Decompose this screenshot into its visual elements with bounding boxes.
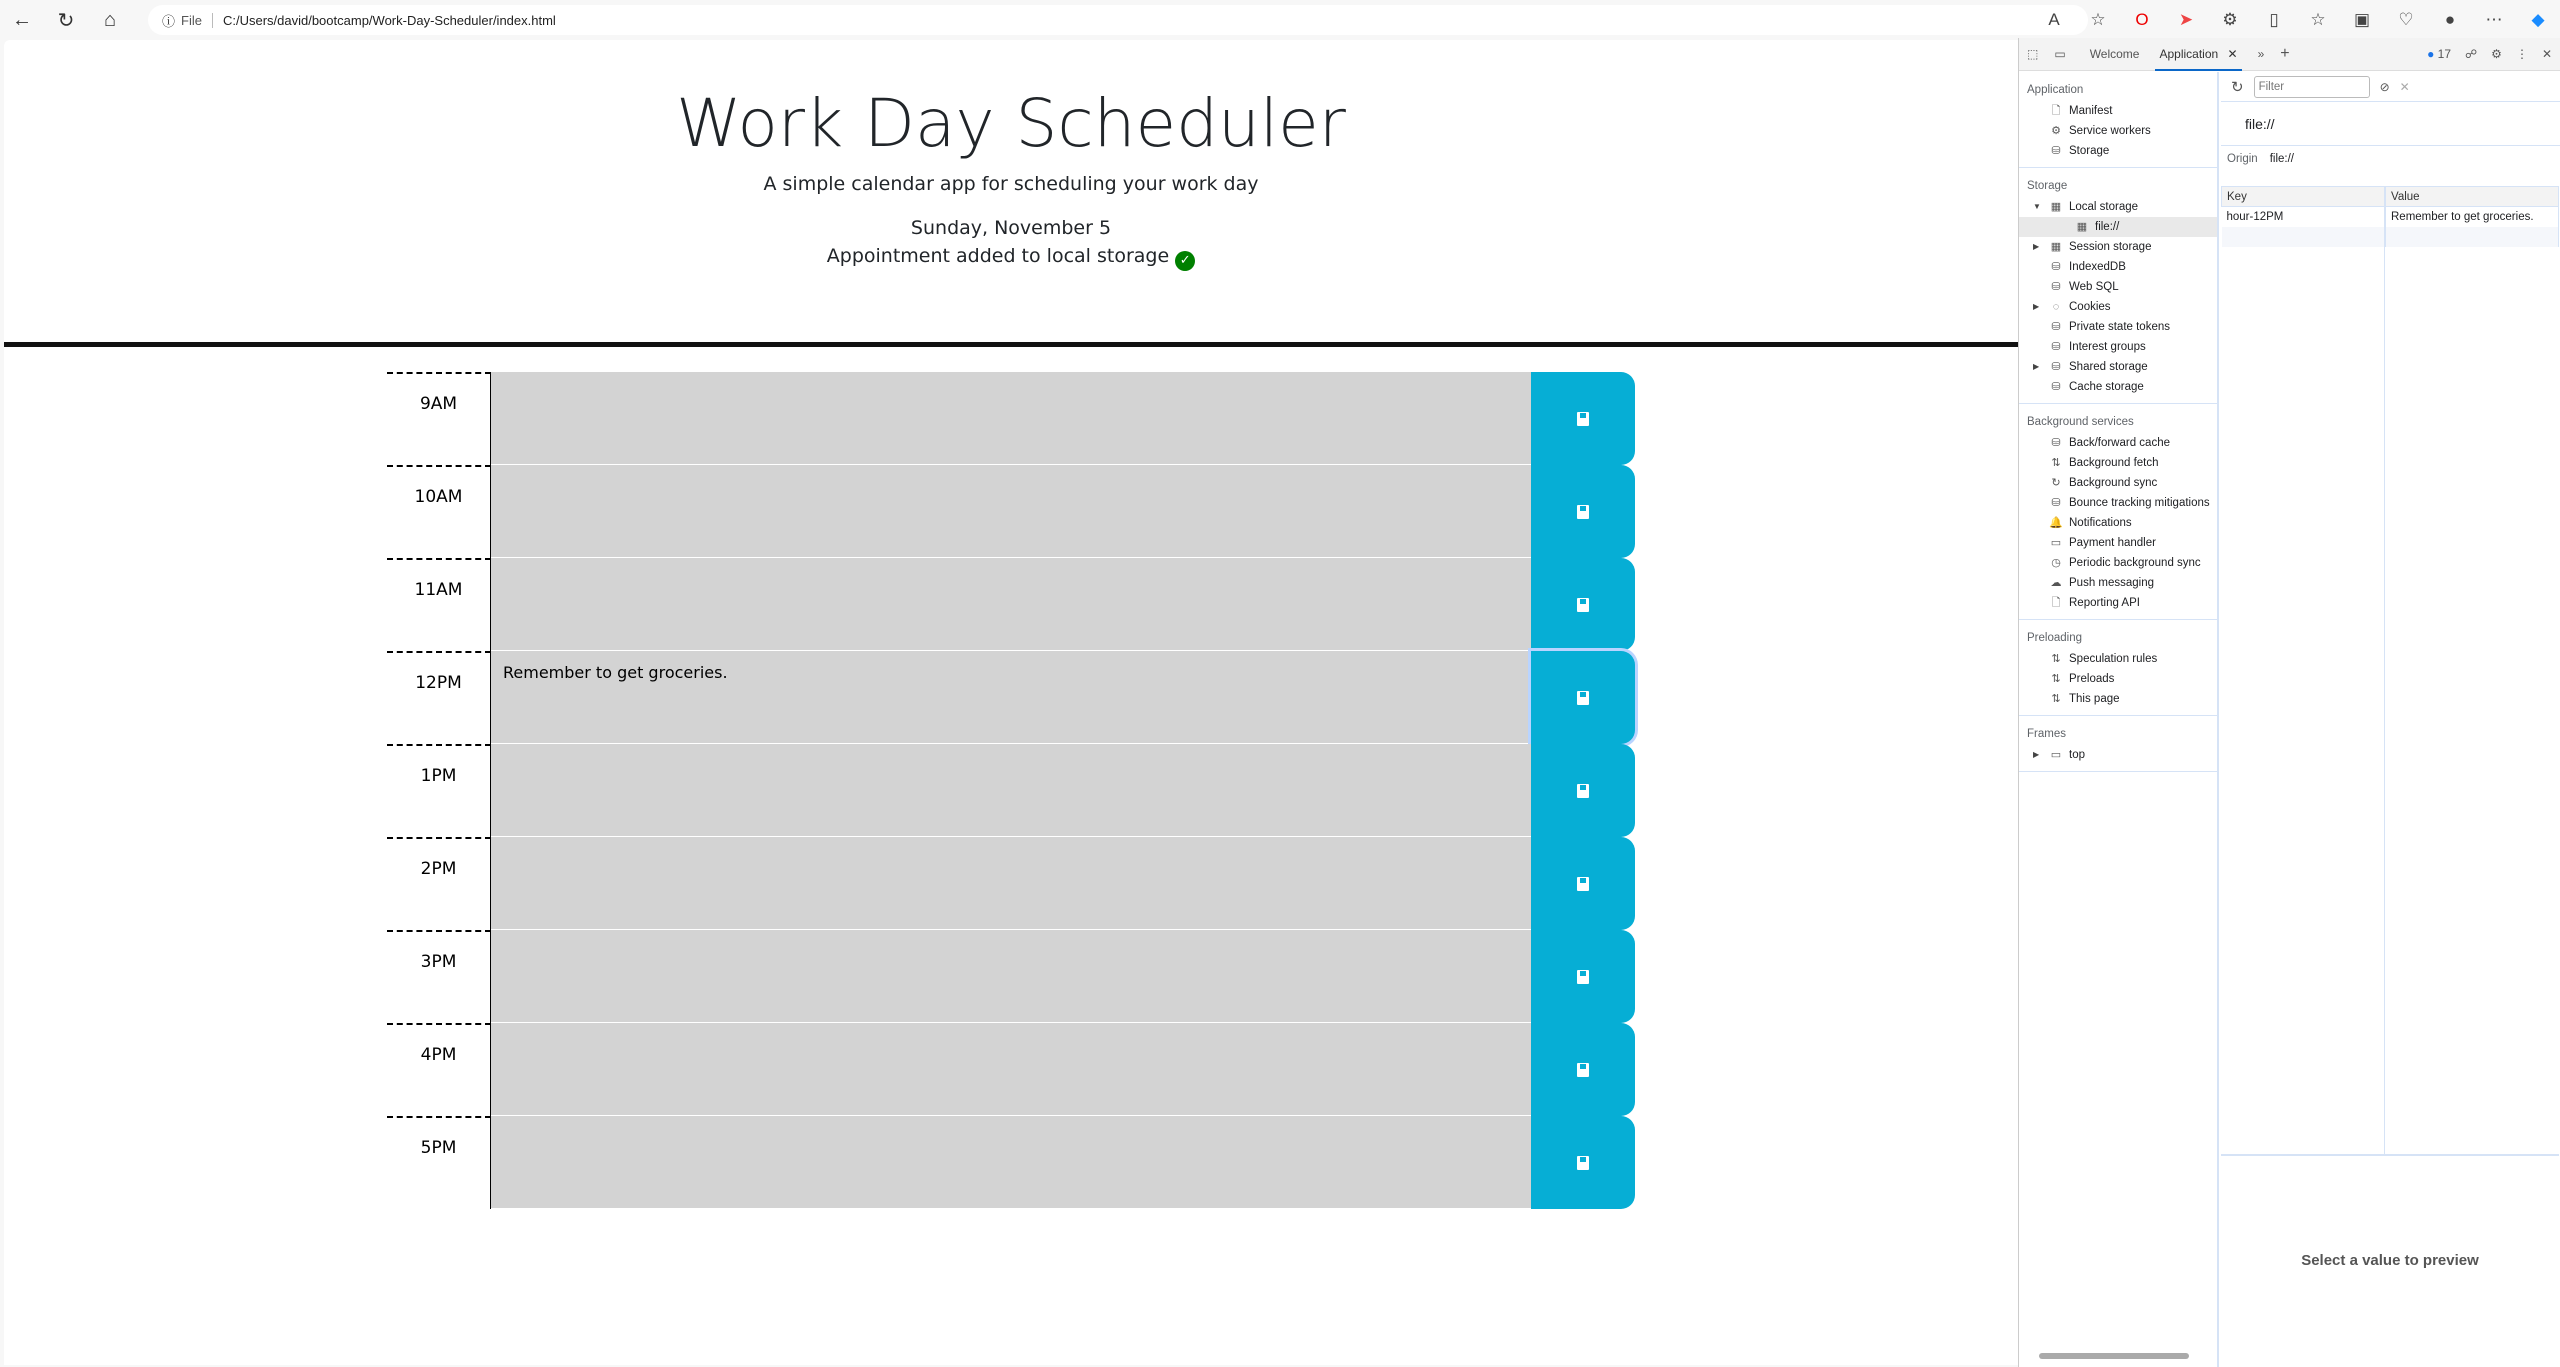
item-icon: ▦ (2076, 221, 2088, 233)
sidebar-item-label: Service workers (2069, 125, 2151, 137)
issues-badge[interactable] (2427, 47, 2451, 61)
time-blocks (387, 372, 1635, 1209)
sidebar-section-background (2019, 404, 2217, 620)
item-icon: ⇅ (2051, 653, 2061, 665)
horizontal-scrollbar[interactable] (2039, 1353, 2189, 1359)
hour-label: 1PM (387, 744, 491, 837)
close-devtools-icon[interactable]: ✕ (2541, 47, 2552, 61)
save-floppy-icon (1577, 505, 1589, 519)
database-icon: ⛁ (2051, 281, 2061, 293)
sidebar-item-label: Private state tokens (2069, 321, 2170, 333)
hour-label: 12PM (387, 651, 491, 744)
origin-label: Origin (2227, 153, 2258, 165)
devtools-panel (2018, 38, 2560, 1367)
sidebar-item-label: Shared storage (2069, 361, 2148, 373)
sidebar-item-preloads[interactable] (2019, 669, 2217, 689)
favorite-star-icon[interactable]: ☆ (2090, 10, 2106, 29)
hour-label: 4PM (387, 1023, 491, 1116)
event-description-input[interactable] (491, 837, 1531, 930)
tab-welcome[interactable]: Welcome (2089, 47, 2140, 61)
value-column-header[interactable]: Value (2386, 187, 2559, 207)
section-heading: Frames (2027, 728, 2066, 740)
sidebar-item-label: Interest groups (2069, 341, 2146, 353)
info-icon[interactable]: ⓘ (162, 13, 176, 29)
extension-icon[interactable]: ➤ (2178, 10, 2194, 29)
time-block-row (387, 465, 1635, 558)
more-menu-icon[interactable]: ⋯ (2485, 10, 2503, 29)
database-icon: ⛁ (2051, 381, 2061, 393)
favorites-icon[interactable]: ☆ (2310, 10, 2326, 29)
clear-all-icon[interactable]: ⊘ (2379, 79, 2390, 94)
section-heading: Background services (2027, 416, 2134, 428)
storage-table (2221, 186, 2559, 1156)
tab-application[interactable] (2155, 38, 2241, 71)
sidebar-item-manifest[interactable] (2019, 101, 2217, 121)
hour-label: 3PM (387, 930, 491, 1023)
hour-label: 5PM (387, 1116, 491, 1209)
sidebar-item-indexeddb[interactable] (2019, 257, 2217, 277)
item-icon: 🗋 (2051, 105, 2061, 117)
database-icon: ⛁ (2051, 437, 2061, 449)
sidebar-item-label: Preloads (2069, 673, 2115, 685)
save-floppy-icon (1577, 1156, 1589, 1170)
expand-arrow-icon[interactable]: ▶ (2033, 750, 2040, 759)
save-button[interactable] (1531, 837, 1635, 930)
devtools-tabbar (2019, 38, 2560, 71)
item-icon: 🗋 (2051, 597, 2061, 609)
sidebar-item-local-storage[interactable] (2019, 197, 2217, 217)
item-icon: ▭ (2050, 537, 2062, 549)
sidebar-item-label: This page (2069, 693, 2120, 705)
inspect-icon[interactable]: ⬚ (2027, 47, 2039, 61)
database-icon: ⛁ (2051, 497, 2061, 509)
database-icon: ⛁ (2051, 261, 2061, 273)
storage-view (2221, 72, 2560, 1367)
save-floppy-icon (1577, 412, 1589, 426)
event-description-input[interactable] (491, 930, 1531, 1023)
opera-extension-icon[interactable]: O (2135, 10, 2149, 29)
time-block-row (387, 372, 1635, 465)
section-heading: Preloading (2027, 632, 2082, 644)
sidebar-item-label: Speculation rules (2069, 653, 2158, 665)
browser-toolbar (0, 0, 2560, 40)
sidebar-item-cache-storage[interactable] (2019, 377, 2217, 397)
page-subtitle: A simple calendar app for scheduling your work day (763, 172, 1259, 195)
storage-toolbar (2221, 72, 2560, 102)
item-icon: ◌ (2052, 301, 2060, 313)
sidebar-item-label: Cookies (2069, 301, 2111, 313)
database-icon: ⛁ (2051, 321, 2061, 333)
item-icon: ⇅ (2051, 693, 2061, 705)
sidebar-item-label: Web SQL (2069, 281, 2119, 293)
item-icon: ▭ (2050, 749, 2062, 761)
item-icon: 🔔 (2049, 517, 2063, 529)
save-floppy-icon (1577, 784, 1589, 798)
event-description-input[interactable] (491, 1116, 1531, 1209)
page-header (4, 85, 2018, 271)
scheduler-page (4, 40, 2018, 1365)
reload-icon[interactable]: ↻ (57, 9, 75, 32)
save-button[interactable] (1531, 558, 1635, 651)
page-title: Work Day Scheduler (676, 85, 1346, 162)
save-button[interactable] (1531, 651, 1635, 744)
sidebar-item-label: Reporting API (2069, 597, 2140, 609)
item-icon: ⛁ (2051, 145, 2061, 157)
storage-key[interactable]: hour-12PM (2222, 207, 2386, 227)
delete-selected-icon[interactable]: ✕ (2399, 79, 2410, 94)
expand-arrow-icon[interactable]: ▶ (2033, 242, 2040, 251)
copilot-icon[interactable]: ◆ (2531, 10, 2545, 29)
sidebar-item-label: Storage (2069, 145, 2110, 157)
sidebar-item-notifications[interactable] (2019, 513, 2217, 533)
sidebar-item-label: file:// (2095, 221, 2120, 233)
save-button[interactable] (1531, 1116, 1635, 1209)
save-floppy-icon (1577, 970, 1589, 984)
event-description-input[interactable] (491, 1023, 1531, 1116)
sidebar-item-storage[interactable] (2019, 141, 2217, 161)
database-icon: ⛁ (2051, 361, 2061, 373)
key-column-header[interactable]: Key (2222, 187, 2386, 207)
hour-label: 2PM (387, 837, 491, 930)
sidebar-item-cookies[interactable] (2019, 297, 2217, 317)
split-screen-icon[interactable]: ▯ (2269, 10, 2279, 29)
more-options-icon[interactable]: ⋮ (2515, 47, 2528, 61)
sidebar-item-bounce-tracking-mitigations[interactable] (2019, 493, 2217, 513)
event-description-input[interactable] (491, 465, 1531, 558)
issues-icon: ● (2427, 47, 2435, 61)
save-button[interactable] (1531, 465, 1635, 558)
item-icon: ▦ (2050, 241, 2062, 253)
sidebar-item-periodic-background-sync[interactable] (2019, 553, 2217, 573)
sidebar-item-label: Local storage (2069, 201, 2139, 213)
save-floppy-icon (1577, 1063, 1589, 1077)
sidebar-item-label: Manifest (2069, 105, 2113, 117)
expand-arrow-icon[interactable]: ▶ (2033, 302, 2040, 311)
home-icon[interactable]: ⌂ (103, 8, 117, 31)
sidebar-item-web-sql[interactable] (2019, 277, 2217, 297)
sidebar-item-payment-handler[interactable] (2019, 533, 2217, 553)
sidebar-item-label: Notifications (2069, 517, 2132, 529)
item-icon: ↻ (2051, 477, 2061, 489)
table-row[interactable] (2222, 207, 2559, 227)
event-description-input[interactable] (491, 651, 1531, 744)
add-tab-icon[interactable]: + (2280, 45, 2290, 62)
sidebar-item-top[interactable] (2019, 745, 2217, 765)
event-description-input[interactable] (491, 558, 1531, 651)
back-icon[interactable]: ← (12, 8, 32, 31)
feedback-icon[interactable]: ☍ (2465, 47, 2478, 61)
time-block-row (387, 558, 1635, 651)
check-circle-icon: ✓ (1175, 251, 1195, 271)
sidebar-item-speculation-rules[interactable] (2019, 649, 2217, 669)
time-block-row (387, 744, 1635, 837)
origin-row (2221, 146, 2560, 184)
save-button[interactable] (1531, 1023, 1635, 1116)
url-text[interactable]: C:/Users/david/bootcamp/Work-Day-Scheduler/index.html (222, 12, 556, 28)
item-icon: ⇅ (2051, 457, 2061, 469)
hour-label: 9AM (387, 372, 491, 465)
refresh-icon[interactable]: ↻ (2231, 78, 2244, 96)
time-block-row (387, 1023, 1635, 1116)
item-icon: ☁ (2050, 577, 2062, 589)
save-floppy-icon (1577, 691, 1589, 705)
close-tab-icon[interactable]: ✕ (2227, 46, 2238, 61)
profile-avatar[interactable]: ● (2444, 10, 2456, 29)
status-message (4, 245, 2018, 271)
sidebar-item-label: Background sync (2069, 477, 2158, 489)
time-block-row (387, 837, 1635, 930)
sidebar-item-label: Payment handler (2069, 537, 2156, 549)
event-description-input[interactable] (491, 744, 1531, 837)
database-icon: ⛁ (2051, 341, 2061, 353)
sidebar-item-background-sync[interactable] (2019, 473, 2217, 493)
browser-essentials-icon[interactable]: ♡ (2398, 10, 2414, 29)
time-block-row (387, 651, 1635, 744)
sidebar-item-interest-groups[interactable] (2019, 337, 2217, 357)
item-icon: ⇅ (2051, 673, 2061, 685)
sidebar-item-private-state-tokens[interactable] (2019, 317, 2217, 337)
sidebar-item-push-messaging[interactable] (2019, 573, 2217, 593)
sidebar-item-back-forward-cache[interactable] (2019, 433, 2217, 453)
origin-value: file:// (2269, 153, 2294, 165)
section-heading: Storage (2027, 180, 2068, 192)
sidebar-item-label: Periodic background sync (2069, 557, 2201, 569)
more-tabs-icon[interactable]: » (2257, 47, 2265, 61)
expand-arrow-icon[interactable]: ▶ (2033, 362, 2040, 371)
issues-count: 17 (2437, 47, 2452, 61)
address-bar[interactable] (148, 5, 2088, 35)
sidebar-item-reporting-api[interactable] (2019, 593, 2217, 613)
header-divider (4, 342, 2018, 347)
hour-label: 11AM (387, 558, 491, 651)
save-floppy-icon (1577, 598, 1589, 612)
sidebar-item-label: Session storage (2069, 241, 2152, 253)
sidebar-item-this-page[interactable] (2019, 689, 2217, 709)
sidebar-item-label: Background fetch (2069, 457, 2159, 469)
read-aloud-icon[interactable]: A (2048, 10, 2060, 29)
time-block-row (387, 1116, 1635, 1209)
section-heading: Application (2027, 84, 2084, 96)
time-block-row (387, 930, 1635, 1023)
collections-icon[interactable]: ▣ (2353, 10, 2371, 29)
sidebar-item-service-workers[interactable] (2019, 121, 2217, 141)
sidebar-item-session-storage[interactable] (2019, 237, 2217, 257)
hour-label: 10AM (387, 465, 491, 558)
sidebar-section-preloading (2019, 620, 2217, 716)
sidebar-item-label: Bounce tracking mitigations (2069, 497, 2210, 509)
item-icon: ◷ (2051, 557, 2061, 569)
sidebar-section-frames (2019, 716, 2217, 772)
sidebar-item-background-fetch[interactable] (2019, 453, 2217, 473)
save-button[interactable] (1531, 372, 1635, 465)
sidebar-item-shared-storage[interactable] (2019, 357, 2217, 377)
origin-heading: file:// (2221, 102, 2560, 146)
sidebar-section-application (2019, 72, 2217, 168)
save-button[interactable] (1531, 744, 1635, 837)
settings-gear-icon[interactable]: ⚙ (2491, 47, 2502, 61)
item-icon: ⚙ (2051, 125, 2061, 137)
save-button[interactable] (1531, 930, 1635, 1023)
extensions-icon[interactable]: ⚙ (2222, 10, 2238, 29)
sidebar-item-label: IndexedDB (2069, 261, 2126, 273)
save-floppy-icon (1577, 877, 1589, 891)
sidebar-item-label: top (2069, 749, 2085, 761)
sidebar-section-storage (2019, 168, 2217, 404)
current-date: Sunday, November 5 (910, 216, 1112, 239)
status-text: Appointment added to local storage (826, 244, 1170, 267)
application-sidebar (2019, 72, 2219, 1367)
tab-application-label: Application (2159, 46, 2219, 61)
sidebar-item-label: Back/forward cache (2069, 437, 2170, 449)
value-preview: Select a value to preview (2301, 1252, 2479, 1269)
sidebar-item-label: Push messaging (2069, 577, 2155, 589)
sidebar-item-label: Cache storage (2069, 381, 2144, 393)
filter-input[interactable]: Filter (2254, 76, 2370, 98)
device-toggle-icon[interactable]: ▭ (2054, 47, 2066, 61)
item-icon: ▦ (2050, 201, 2062, 213)
url-prefix: File (181, 13, 213, 28)
storage-value[interactable]: Remember to get groceries. (2386, 207, 2559, 227)
event-description-input[interactable] (491, 372, 1531, 465)
sidebar-item-file[interactable] (2019, 217, 2217, 237)
expand-arrow-icon[interactable]: ▼ (2033, 202, 2041, 211)
